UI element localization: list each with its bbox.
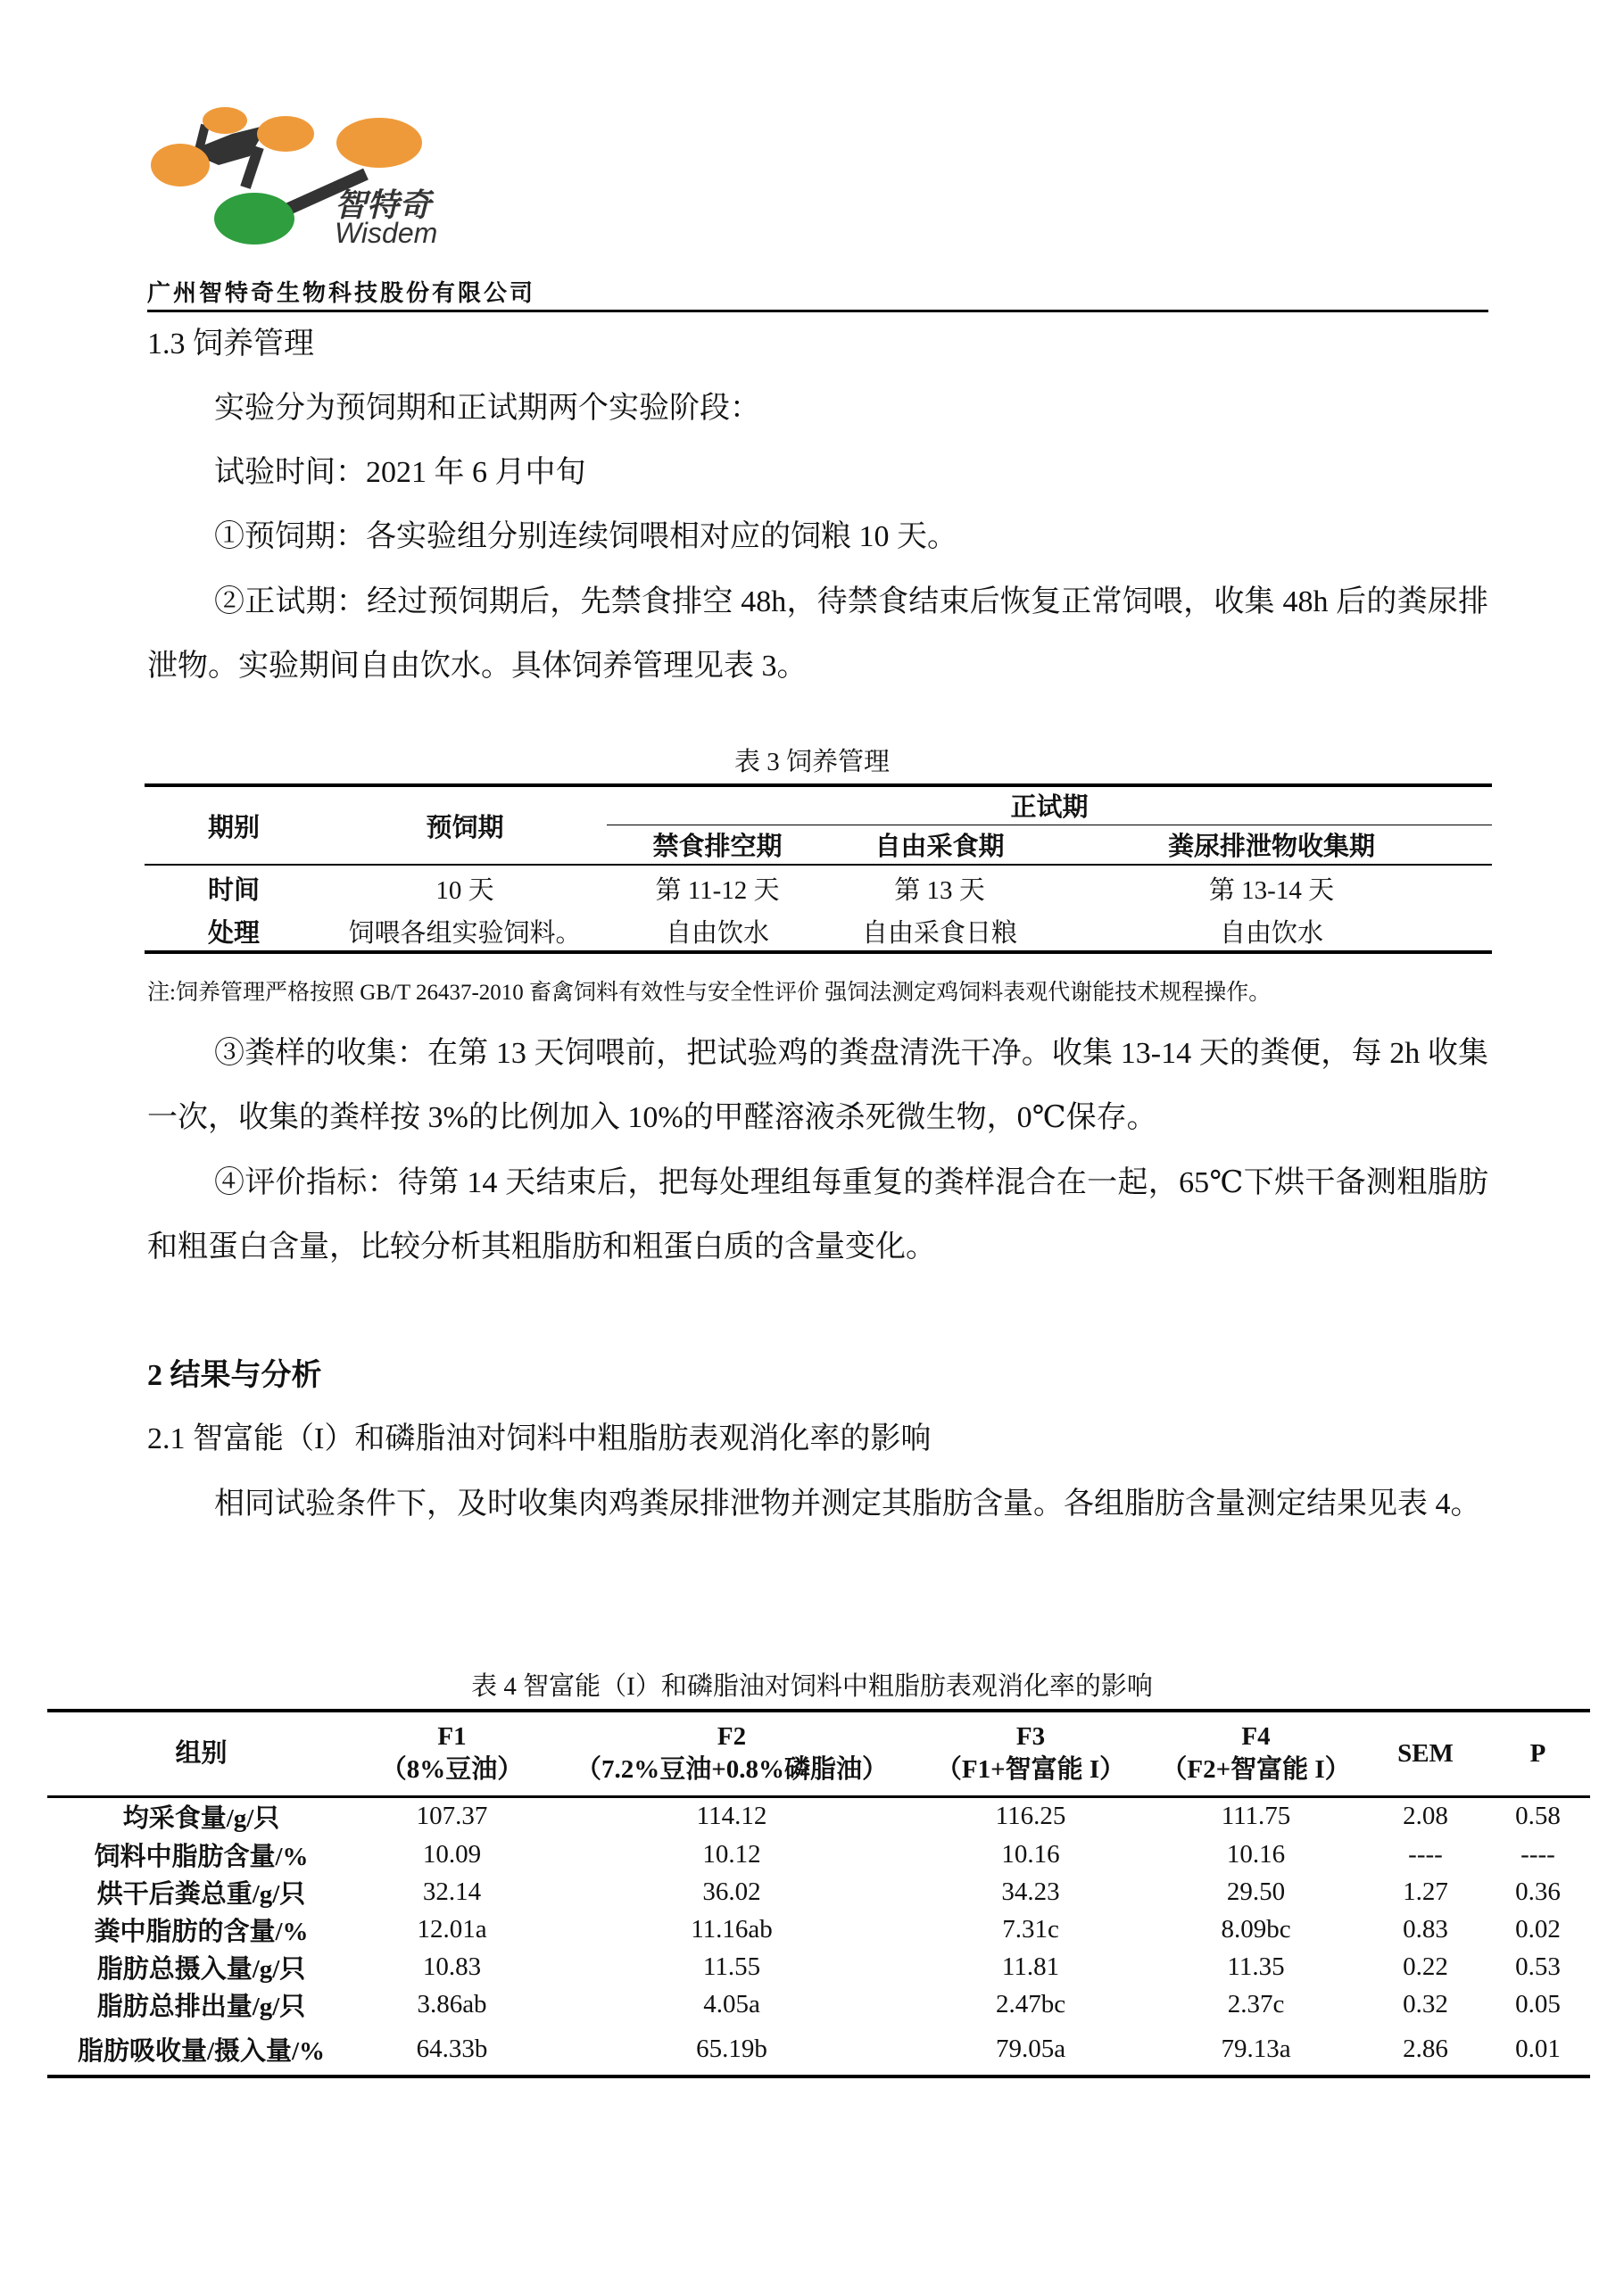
- table-row: [47, 1985, 1590, 2023]
- table-cell: 2.86: [1403, 2034, 1448, 2063]
- table-cell: 10.16: [1226, 1839, 1286, 1869]
- paragraph: ②正试期：经过预饲期后，先禁食排空 48h，待禁食结束后恢复正常饲喂，收集 48h 后的粪尿排泄物。实验期间自由饮水。具体饲养管理见表 3。: [147, 585, 1488, 683]
- row-label: 均采食量/g/只: [122, 1804, 280, 1834]
- logo-text-en: Wisdem: [335, 217, 438, 249]
- table-cell: 10.83: [422, 1952, 482, 1981]
- table-cell: 10.12: [702, 1839, 761, 1869]
- table-row: [47, 1836, 1590, 1873]
- table-cell: 34.23: [1001, 1877, 1060, 1906]
- row-label: 饲料中脂肪含量/%: [94, 1842, 309, 1871]
- table-cell: 32.14: [422, 1877, 482, 1906]
- table-row: [47, 2023, 1590, 2076]
- header-line: P: [1529, 1738, 1546, 1768]
- table-cell: 10.16: [1001, 1839, 1060, 1869]
- table-row: [47, 1873, 1590, 1911]
- header-line: （8%豆油）: [380, 1755, 524, 1785]
- table-row: [47, 1948, 1590, 1985]
- header-line: SEM: [1397, 1738, 1454, 1768]
- table-cell: 2.37c: [1227, 1989, 1285, 2018]
- table-cell: 自由饮水: [665, 918, 769, 948]
- table-cell: 111.75: [1221, 1802, 1291, 1831]
- table-row: [145, 865, 1492, 911]
- section-title: 1.3 饲养管理: [147, 327, 314, 361]
- header-cell: [549, 1711, 915, 1796]
- table-cell: 79.05a: [995, 2034, 1066, 2063]
- company-name: 广州智特奇生物科技股份有限公司: [147, 280, 536, 307]
- paragraph-line: 实验分为预饲期和正试期两个实验阶段：: [214, 392, 760, 425]
- table-cell: 107.37: [416, 1802, 488, 1831]
- table-cell: 0.83: [1403, 1914, 1448, 1944]
- table-cell: 79.13a: [1221, 2034, 1291, 2063]
- header-cell: 禁食排空期: [652, 832, 783, 861]
- subsection-title: 2.1 智富能（I）和磷脂油对饲料中粗脂肪表观消化率的影响: [147, 1422, 932, 1455]
- paragraph: 相同试验条件下，及时收集肉鸡粪尿排泄物并测定其脂肪含量。各组脂肪含量测定结果见表 4。: [214, 1488, 1481, 1521]
- table-cell: 0.58: [1515, 1802, 1561, 1831]
- paragraph: ④评价指标：待第 14 天结束后，把每处理组每重复的粪样混合在一起，65℃下烘干备测粗脂肪和粗蛋白含量，比较分析其粗脂肪和粗蛋白质的含量变化。: [147, 1166, 1488, 1264]
- table-row: [47, 1911, 1590, 1948]
- row-label: 脂肪吸收量/摄入量/%: [77, 2036, 326, 2066]
- header-line: （F2+智富能 I）: [1161, 1755, 1351, 1785]
- table-cell: 8.09bc: [1221, 1914, 1291, 1944]
- table-cell: 自由采食日粮: [861, 918, 1017, 948]
- table-cell: 3.86ab: [417, 1989, 487, 2018]
- table-row: [145, 911, 1492, 952]
- table-cell: 12.01a: [417, 1914, 487, 1944]
- company-logo: [134, 107, 509, 250]
- header-cell: [355, 1711, 549, 1796]
- table-row: [47, 1796, 1590, 1836]
- table-cell: 0.05: [1515, 1989, 1561, 2018]
- header-cell: [1486, 1711, 1590, 1796]
- table-cell: 36.02: [702, 1877, 761, 1906]
- table-cell: 4.05a: [703, 1989, 760, 2018]
- table-cell: 第 13 天: [894, 876, 985, 905]
- row-label: 时间: [207, 876, 260, 905]
- header-line: F4: [1241, 1722, 1271, 1752]
- table-cell: 11.81: [1001, 1952, 1060, 1981]
- table-cell: 11.55: [702, 1952, 761, 1981]
- header-line: F2: [717, 1722, 747, 1752]
- header-cell: [1365, 1711, 1486, 1796]
- table-cell: 116.25: [995, 1802, 1066, 1831]
- header-cell: 正试期: [607, 785, 1492, 825]
- table-cell: 0.01: [1515, 2034, 1561, 2063]
- table-cell: 11.35: [1227, 1952, 1285, 1981]
- table-cell: 114.12: [696, 1802, 767, 1831]
- table-cell: 2.47bc: [995, 1989, 1066, 2018]
- paragraph-line: 试验时间：2021 年 6 月中旬: [214, 456, 586, 489]
- table-cell: 0.53: [1515, 1952, 1561, 1981]
- header-line: （7.2%豆油+0.8%磷脂油）: [575, 1755, 889, 1785]
- table-3: [145, 783, 1492, 954]
- table-cell: 10.09: [422, 1839, 482, 1869]
- header-line: F1: [437, 1722, 467, 1752]
- logo-text-cn: 智特奇: [335, 187, 432, 223]
- row-label: 脂肪总排出量/g/只: [96, 1992, 306, 2021]
- table-cell: 29.50: [1226, 1877, 1286, 1906]
- table-4: [47, 1709, 1590, 2078]
- header-line: （F1+智富能 I）: [935, 1755, 1126, 1785]
- table-note: 注:饲养管理严格按照 GB/T 26437-2010 畜禽饲料有效性与安全性评价 强饲法测定鸡饲料表观代谢能技术规程操作。: [147, 981, 1272, 1005]
- table-caption: 表 3 饲养管理: [733, 748, 890, 776]
- header-line: 组别: [175, 1738, 228, 1768]
- header-cell: [47, 1711, 355, 1796]
- table-cell: ----: [1408, 1839, 1443, 1869]
- table-cell: 0.02: [1515, 1914, 1561, 1944]
- header-cell: 自由采食期: [874, 832, 1005, 861]
- header-cell: 期别: [207, 813, 260, 842]
- row-label: 处理: [207, 918, 260, 948]
- section-title: 2 结果与分析: [147, 1359, 322, 1392]
- table-caption: 表 4 智富能（I）和磷脂油对饲料中粗脂肪表观消化率的影响: [471, 1672, 1153, 1701]
- paragraph: ③粪样的收集：在第 13 天饲喂前，把试验鸡的粪盘清洗干净。收集 13-14 天的粪便，每 2h 收集一次，收集的粪样按 3%的比例加入 10%的甲醛溶液杀死微生物，0℃保存。: [147, 1037, 1488, 1134]
- table-cell: 65.19b: [696, 2034, 767, 2063]
- header-cell: 预饲期: [426, 813, 504, 842]
- table-cell: 10 天: [435, 876, 494, 905]
- table-cell: 2.08: [1403, 1802, 1448, 1831]
- table-cell: 1.27: [1403, 1877, 1448, 1906]
- header-cell: 粪尿排泄物收集期: [1167, 832, 1375, 861]
- table-cell: 自由饮水: [1219, 918, 1323, 948]
- row-label: 粪中脂肪的含量/%: [94, 1917, 309, 1946]
- row-label: 烘干后粪总重/g/只: [96, 1879, 306, 1909]
- header-cell: [1147, 1711, 1365, 1796]
- table-cell: 7.31c: [1002, 1914, 1059, 1944]
- table-cell: 饲喂各组实验饲料。: [348, 918, 582, 948]
- table-cell: 11.16ab: [691, 1914, 773, 1944]
- table-cell: 第 11-12 天: [655, 876, 780, 905]
- table-cell: 0.32: [1403, 1989, 1448, 2018]
- header-cell: [915, 1711, 1147, 1796]
- row-label: 脂肪总摄入量/g/只: [96, 1954, 306, 1984]
- table-cell: 0.22: [1403, 1952, 1448, 1981]
- table-cell: 0.36: [1515, 1877, 1561, 1906]
- paragraph-line: ①预饲期：各实验组分别连续饲喂相对应的饲粮 10 天。: [214, 520, 957, 553]
- table-cell: 64.33b: [416, 2034, 488, 2063]
- table-cell: 第 13-14 天: [1208, 876, 1335, 905]
- header-rule: [147, 310, 1488, 312]
- table-cell: ----: [1520, 1839, 1555, 1869]
- header-line: F3: [1015, 1722, 1046, 1752]
